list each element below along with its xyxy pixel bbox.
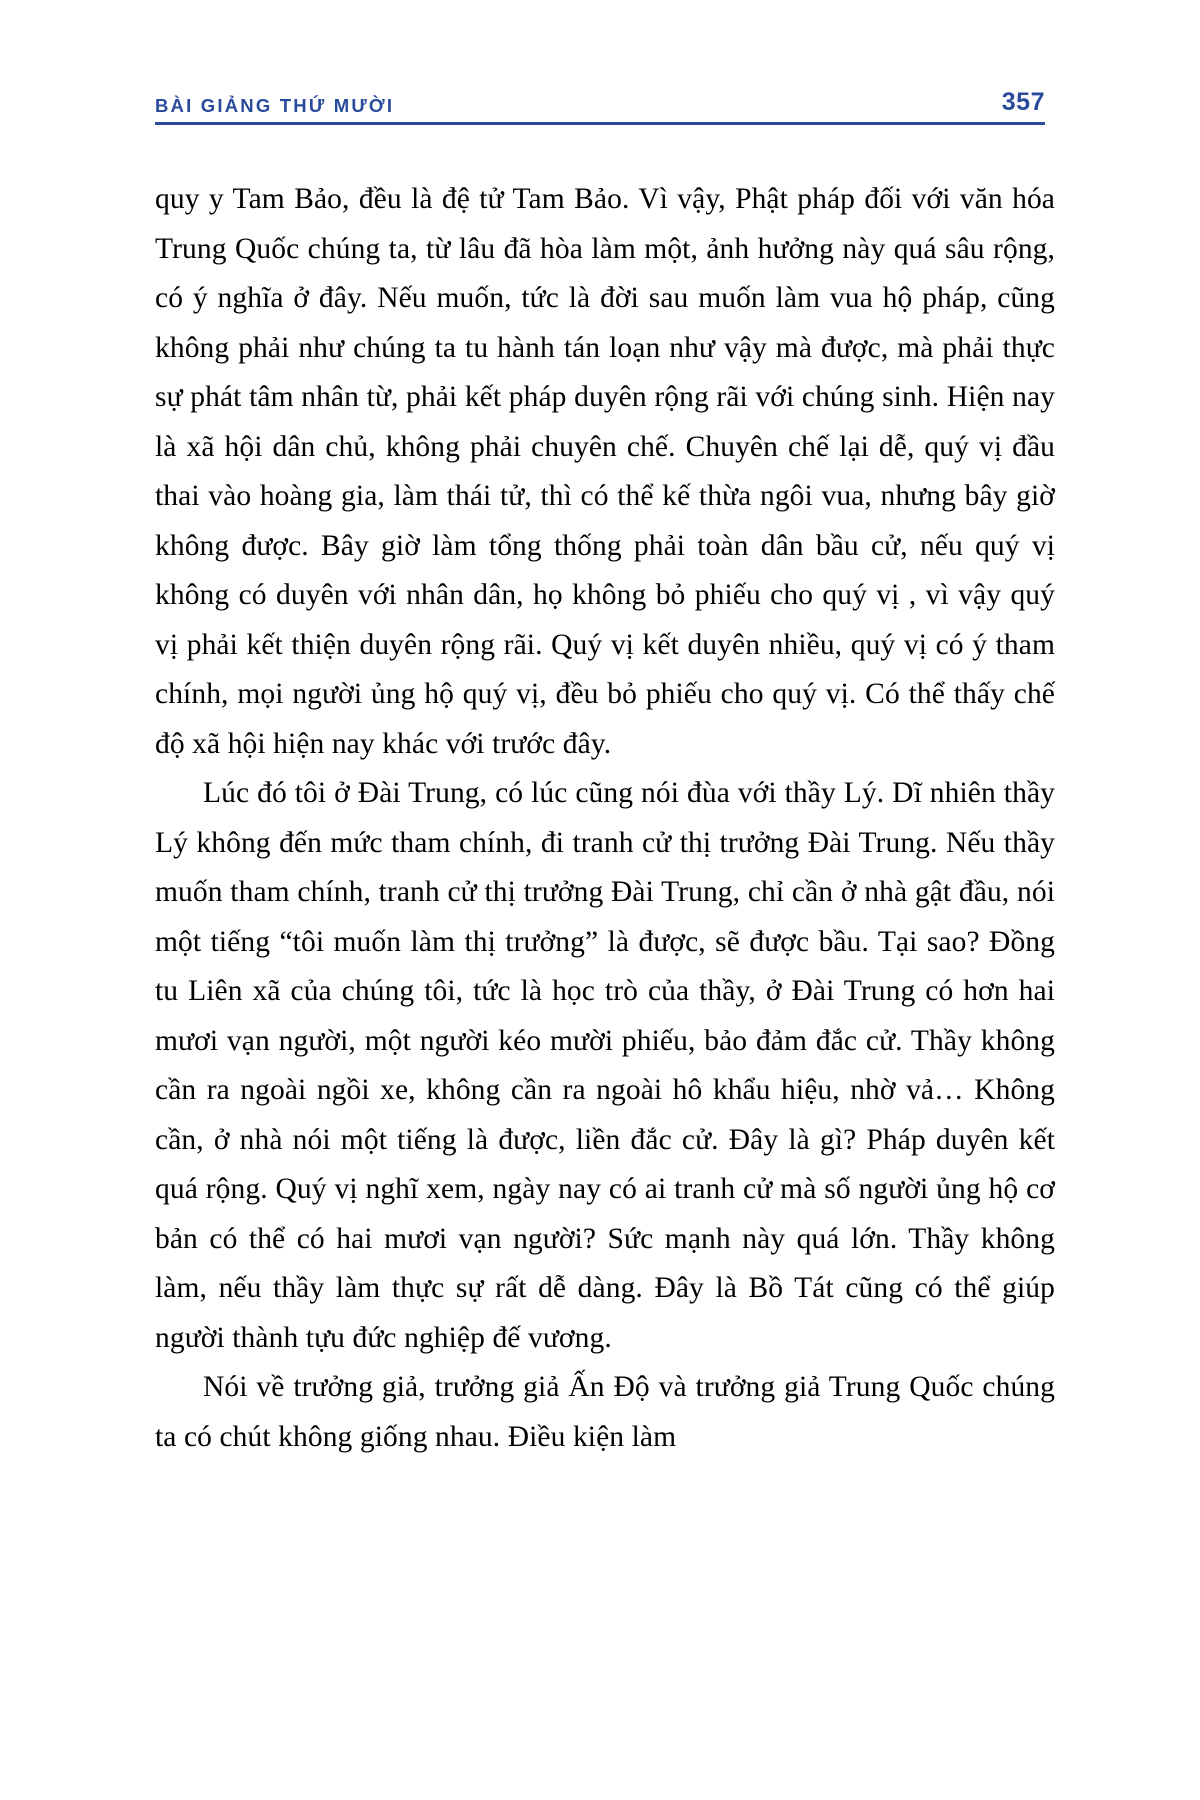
page-header: [155, 88, 1045, 117]
paragraph: Nói về trưởng giả, trưởng giả Ấn Độ và trưởng giả Trung Quốc chúng ta có chút không giống nhau. Điều kiện làm: [155, 1371, 1055, 1453]
running-title: BÀI GIẢNG THỨ MƯỜI: [155, 95, 395, 116]
paragraph: quy y Tam Bảo, đều là đệ tử Tam Bảo. Vì vậy, Phật pháp đối với văn hóa Trung Quốc chúng ta, từ lâu đã hòa làm một, ảnh hưởng này quá sâu rộng, có ý nghĩa ở đây. Nếu muốn, tức là đời sau muốn làm vua hộ pháp, cũng không phải như chúng ta tu hành tán loạn như vậy mà được, mà phải thực sự phát tâm nhân từ, phải kết pháp duyên rộng rãi với chúng sinh. Hiện nay là xã hội dân chủ, không phải chuyên chế. Chuyên chế lại dễ, quý vị đầu thai vào hoàng gia, làm thái tử, thì có thể kế thừa ngôi vua, nhưng bây giờ không được. Bây giờ làm tổng thống phải toàn dân bầu cử, nếu quý vị không có duyên với nhân dân, họ không bỏ phiếu cho quý vị , vì vậy quý vị phải kết thiện duyên rộng rãi. Quý vị kết duyên nhiều, quý vị có ý tham chính, mọi người ủng hộ quý vị, đều bỏ phiếu cho quý vị. Có thể thấy chế độ xã hội hiện nay khác với trước đây.: [155, 183, 1055, 760]
header-divider: [155, 122, 1045, 125]
page-number: 357: [1001, 88, 1045, 116]
body-text: [155, 175, 1055, 1462]
paragraph: Lúc đó tôi ở Đài Trung, có lúc cũng nói đùa với thầy Lý. Dĩ nhiên thầy Lý không đến mức tham chính, đi tranh cử thị trưởng Đài Trung. Nếu thầy muốn tham chính, tranh cử thị trưởng Đài Trung, chỉ cần ở nhà gật đầu, nói một tiếng “tôi muốn làm thị trưởng” là được, sẽ được bầu. Tại sao? Đồng tu Liên xã của chúng tôi, tức là học trò của thầy, ở Đài Trung có hơn hai mươi vạn người, một người kéo mười phiếu, bảo đảm đắc cử. Thầy không cần ra ngoài ngồi xe, không cần ra ngoài hô khẩu hiệu, nhờ vả… Không cần, ở nhà nói một tiếng là được, liền đắc cử. Đây là gì? Pháp duyên kết quá rộng. Quý vị nghĩ xem, ngày nay có ai tranh cử mà số người ủng hộ cơ bản có thể có hai mươi vạn người? Sức mạnh này quá lớn. Thầy không làm, nếu thầy làm thực sự rất dễ dàng. Đây là Bồ Tát cũng có thể giúp người thành tựu đức nghiệp đế vương.: [155, 777, 1055, 1354]
